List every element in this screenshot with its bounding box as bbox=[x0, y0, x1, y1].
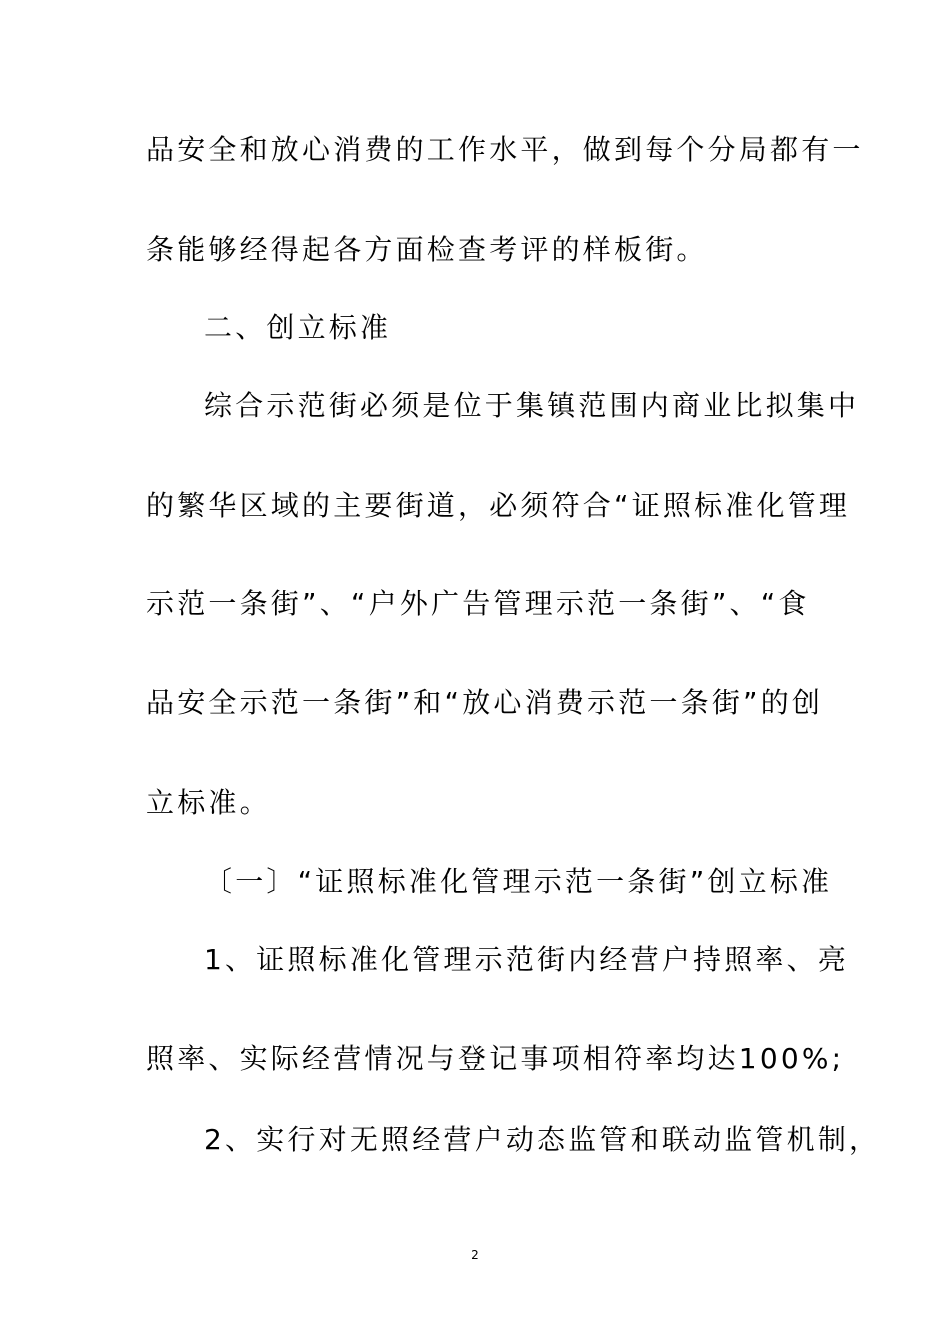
paragraph-line: 示范一条街”、“户外广告管理示范一条街”、“食 bbox=[146, 587, 810, 620]
section-heading: 二、创立标准 bbox=[204, 311, 392, 344]
subsection-heading: 〔一〕“证照标准化管理示范一条街”创立标准 bbox=[204, 865, 833, 898]
list-item: 1、证照标准化管理示范街内经营户持照率、亮 bbox=[204, 943, 850, 976]
paragraph-line: 条能够经得起各方面检查考评的样板街。 bbox=[146, 233, 708, 266]
list-item: 2、实行对无照经营户动态监管和联动监管机制， bbox=[204, 1123, 881, 1156]
paragraph-line: 的繁华区域的主要街道，必须符合“证照标准化管理 bbox=[146, 489, 851, 522]
paragraph-line: 品安全示范一条街”和“放心消费示范一条街”的创 bbox=[146, 686, 824, 719]
paragraph-line: 综合示范街必须是位于集镇范围内商业比拟集中 bbox=[204, 389, 860, 422]
paragraph-line: 品安全和放心消费的工作水平，做到每个分局都有一 bbox=[146, 133, 864, 166]
paragraph-line: 照率、实际经营情况与登记事项相符率均达100%; bbox=[146, 1042, 845, 1075]
page-number: 2 bbox=[471, 1248, 479, 1262]
paragraph-line: 立标准。 bbox=[146, 786, 271, 819]
